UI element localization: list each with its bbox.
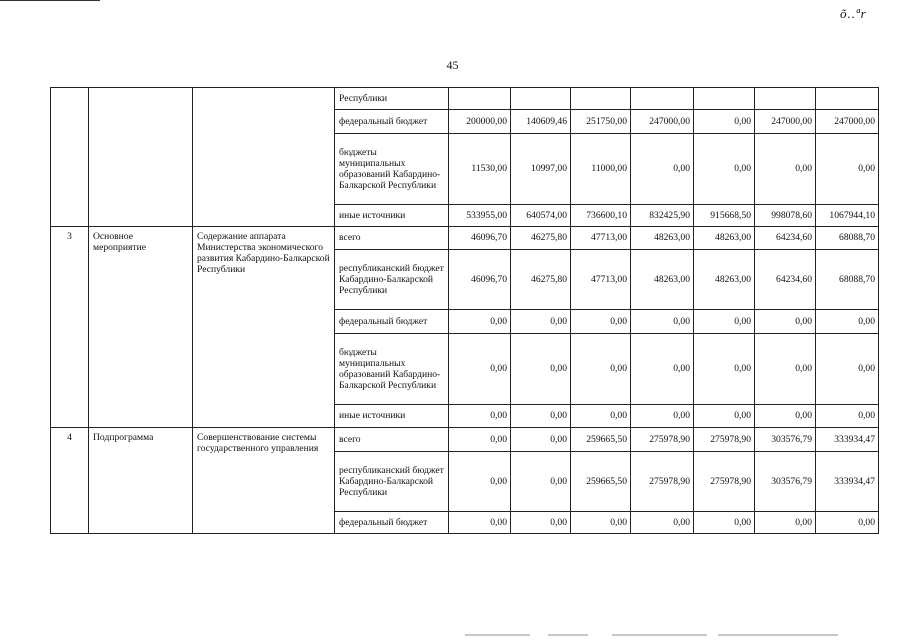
row-number-cell — [51, 88, 89, 227]
value-cell: 275978,90 — [631, 428, 694, 452]
table-row — [51, 88, 879, 110]
value-cell: 0,00 — [694, 134, 755, 205]
value-cell: 0,00 — [816, 405, 879, 428]
value-cell: 333934,47 — [816, 428, 879, 452]
value-cell: 0,00 — [694, 110, 755, 134]
value-cell: 68088,70 — [816, 227, 879, 250]
funding-source-cell: федеральный бюджет — [335, 512, 449, 534]
funding-source-cell: всего — [335, 227, 449, 250]
value-cell — [816, 88, 879, 110]
value-cell: 0,00 — [816, 134, 879, 205]
row-type-cell: Подпрограмма — [89, 428, 193, 534]
value-cell: 0,00 — [511, 512, 571, 534]
value-cell: 0,00 — [694, 512, 755, 534]
value-cell: 736600,10 — [571, 205, 631, 227]
value-cell: 47713,00 — [571, 250, 631, 310]
row-name-cell: Содержание аппарата Министерства экономического развития Кабардино-Балкарской Республики — [193, 227, 335, 428]
table-row — [51, 227, 879, 250]
scan-noise — [612, 634, 707, 636]
value-cell: 0,00 — [755, 405, 816, 428]
value-cell: 0,00 — [449, 405, 511, 428]
value-cell: 47713,00 — [571, 227, 631, 250]
value-cell: 303576,79 — [755, 452, 816, 512]
funding-source-cell: республиканский бюджет Кабардино-Балкарской Республики — [335, 452, 449, 512]
value-cell: 247000,00 — [755, 110, 816, 134]
value-cell: 0,00 — [694, 310, 755, 334]
row-name-cell — [193, 88, 335, 227]
value-cell: 0,00 — [571, 334, 631, 405]
budget-table — [50, 87, 879, 534]
value-cell: 200000,00 — [449, 110, 511, 134]
value-cell: 275978,90 — [631, 452, 694, 512]
value-cell: 0,00 — [755, 310, 816, 334]
funding-source-cell: республиканский бюджет Кабардино-Балкарской Республики — [335, 250, 449, 310]
value-cell: 11000,00 — [571, 134, 631, 205]
value-cell: 0,00 — [816, 334, 879, 405]
value-cell: 46096,70 — [449, 227, 511, 250]
value-cell: 48263,00 — [694, 227, 755, 250]
value-cell: 0,00 — [631, 512, 694, 534]
value-cell — [631, 88, 694, 110]
value-cell: 1067944,10 — [816, 205, 879, 227]
value-cell: 0,00 — [755, 512, 816, 534]
table-row — [51, 428, 879, 452]
value-cell: 0,00 — [755, 334, 816, 405]
value-cell: 275978,90 — [694, 452, 755, 512]
funding-source-cell: иные источники — [335, 405, 449, 428]
funding-source-cell: бюджеты муниципальных образований Кабардино-Балкарской Республики — [335, 334, 449, 405]
value-cell: 832425,90 — [631, 205, 694, 227]
value-cell: 10997,00 — [511, 134, 571, 205]
value-cell: 259665,50 — [571, 452, 631, 512]
row-number-cell: 4 — [51, 428, 89, 534]
funding-source-cell: иные источники — [335, 205, 449, 227]
value-cell: 915668,50 — [694, 205, 755, 227]
value-cell: 0,00 — [449, 452, 511, 512]
value-cell: 140609,46 — [511, 110, 571, 134]
value-cell: 48263,00 — [631, 227, 694, 250]
value-cell: 0,00 — [449, 428, 511, 452]
value-cell: 0,00 — [631, 310, 694, 334]
funding-source-cell: федеральный бюджет — [335, 110, 449, 134]
value-cell: 0,00 — [571, 405, 631, 428]
value-cell: 0,00 — [571, 310, 631, 334]
value-cell — [449, 88, 511, 110]
value-cell: 0,00 — [449, 334, 511, 405]
value-cell: 0,00 — [449, 512, 511, 534]
value-cell: 0,00 — [631, 334, 694, 405]
value-cell: 998078,60 — [755, 205, 816, 227]
value-cell: 251750,00 — [571, 110, 631, 134]
value-cell: 259665,50 — [571, 428, 631, 452]
scan-noise — [718, 634, 838, 636]
value-cell: 247000,00 — [631, 110, 694, 134]
value-cell: 46096,70 — [449, 250, 511, 310]
value-cell: 640574,00 — [511, 205, 571, 227]
value-cell: 0,00 — [511, 452, 571, 512]
row-number-cell: 3 — [51, 227, 89, 428]
value-cell: 64234,60 — [755, 250, 816, 310]
value-cell: 247000,00 — [816, 110, 879, 134]
value-cell: 0,00 — [816, 512, 879, 534]
value-cell: 0,00 — [571, 512, 631, 534]
value-cell: 533955,00 — [449, 205, 511, 227]
value-cell — [571, 88, 631, 110]
value-cell: 0,00 — [511, 405, 571, 428]
value-cell: 0,00 — [511, 334, 571, 405]
funding-source-cell: Республики — [335, 88, 449, 110]
value-cell: 0,00 — [511, 310, 571, 334]
value-cell — [755, 88, 816, 110]
value-cell: 0,00 — [631, 405, 694, 428]
funding-source-cell: всего — [335, 428, 449, 452]
scan-noise — [465, 634, 530, 636]
value-cell: 0,00 — [631, 134, 694, 205]
value-cell: 275978,90 — [694, 428, 755, 452]
value-cell: 11530,00 — [449, 134, 511, 205]
funding-source-cell: федеральный бюджет — [335, 310, 449, 334]
value-cell: 0,00 — [449, 310, 511, 334]
handwritten-mark: õ..ªr — [840, 6, 867, 21]
value-cell: 303576,79 — [755, 428, 816, 452]
value-cell: 0,00 — [511, 428, 571, 452]
value-cell — [694, 88, 755, 110]
value-cell: 46275,80 — [511, 250, 571, 310]
value-cell: 333934,47 — [816, 452, 879, 512]
row-type-cell — [89, 88, 193, 227]
value-cell: 68088,70 — [816, 250, 879, 310]
scan-noise — [548, 634, 588, 636]
value-cell: 46275,80 — [511, 227, 571, 250]
row-type-cell: Основное мероприятие — [89, 227, 193, 428]
value-cell: 64234,60 — [755, 227, 816, 250]
page-number: 45 — [446, 58, 459, 72]
row-name-cell: Совершенствование системы государственного управления — [193, 428, 335, 534]
value-cell: 48263,00 — [631, 250, 694, 310]
funding-source-cell: бюджеты муниципальных образований Кабардино-Балкарской Республики — [335, 134, 449, 205]
value-cell: 0,00 — [694, 334, 755, 405]
value-cell — [511, 88, 571, 110]
value-cell: 0,00 — [816, 310, 879, 334]
scan-edge-line — [0, 0, 100, 1]
value-cell: 0,00 — [755, 134, 816, 205]
value-cell: 48263,00 — [694, 250, 755, 310]
value-cell: 0,00 — [694, 405, 755, 428]
